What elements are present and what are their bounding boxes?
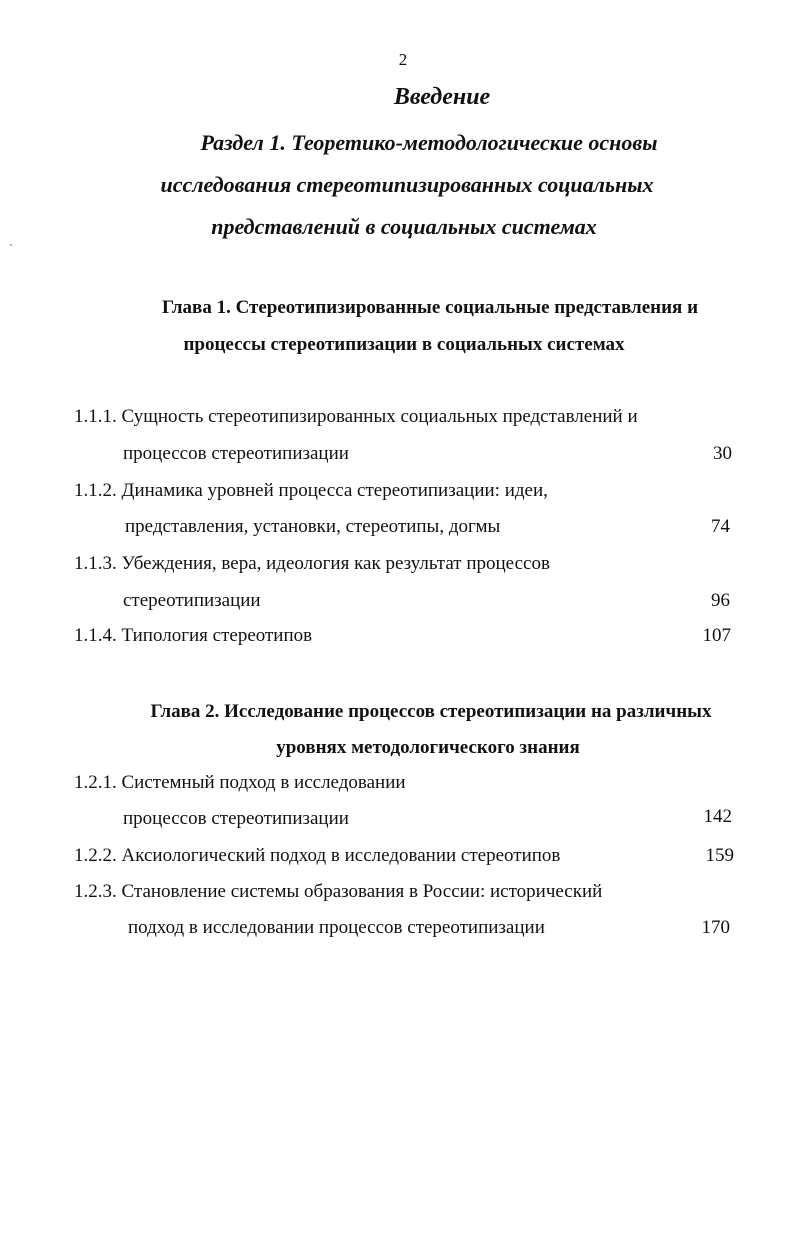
intro-title[interactable]: Введение: [393, 84, 491, 110]
toc-entry-1-1-3-line-1[interactable]: 1.1.3. Убеждения, вера, идеология как результат процессов: [74, 553, 550, 574]
toc-entry-1-1-4[interactable]: 1.1.4. Типология стереотипов: [74, 625, 313, 646]
section-heading-line-2[interactable]: исследования стереотипизированных социальных: [160, 172, 654, 197]
toc-entry-1-2-1-line-1[interactable]: 1.2.1. Системный подход в исследовании: [74, 772, 406, 793]
chapter-1-heading-line-2[interactable]: процессы стереотипизации в социальных системах: [183, 334, 625, 355]
toc-entry-1-2-3-line-1[interactable]: 1.2.3. Становление системы образования в России: исторический: [74, 881, 603, 902]
toc-entry-1-2-2[interactable]: 1.2.2. Аксиологический подход в исследовании стереотипов: [74, 845, 561, 866]
toc-entry-1-1-3-page: 96: [711, 590, 730, 611]
chapter-2-heading-line-1[interactable]: Глава 2. Исследование процессов стереотипизации на различных: [150, 701, 712, 722]
toc-entry-1-2-1-line-2[interactable]: процессов стереотипизации: [123, 808, 349, 829]
toc-entry-1-1-3-line-2[interactable]: стереотипизации: [123, 590, 261, 611]
toc-entry-1-2-2-page: 159: [705, 845, 734, 866]
toc-entry-1-2-3-line-2[interactable]: подход в исследовании процессов стереотипизации: [128, 917, 545, 938]
toc-entry-1-1-1-line-2[interactable]: процессов стереотипизации: [123, 443, 349, 464]
toc-entry-1-1-2-page: 74: [711, 516, 730, 537]
toc-entry-1-1-2-line-1[interactable]: 1.1.2. Динамика уровней процесса стереотипизации: идеи,: [74, 480, 548, 501]
chapter-2-heading-line-2[interactable]: уровнях методологического знания: [276, 737, 580, 758]
toc-entry-1-2-3-page: 170: [701, 917, 730, 938]
toc-entry-1-2-1-page: 142: [703, 806, 732, 827]
section-heading-line-1[interactable]: Раздел 1. Теоретико-методологические основы: [200, 130, 658, 155]
toc-entry-1-1-1-page: 30: [713, 443, 732, 464]
toc-entry-1-1-1-line-1[interactable]: 1.1.1. Сущность стереотипизированных социальных представлений и: [74, 406, 638, 427]
toc-entry-1-1-2-line-2[interactable]: представления, установки, стереотипы, догмы: [125, 516, 501, 537]
chapter-1-heading-line-1[interactable]: Глава 1. Стереотипизированные социальные представления и: [161, 297, 699, 318]
scan-speck: [10, 244, 12, 246]
section-heading-line-3[interactable]: представлений в социальных системах: [211, 214, 597, 239]
toc-entry-1-1-4-page: 107: [702, 625, 731, 646]
page-number: 2: [398, 50, 408, 69]
